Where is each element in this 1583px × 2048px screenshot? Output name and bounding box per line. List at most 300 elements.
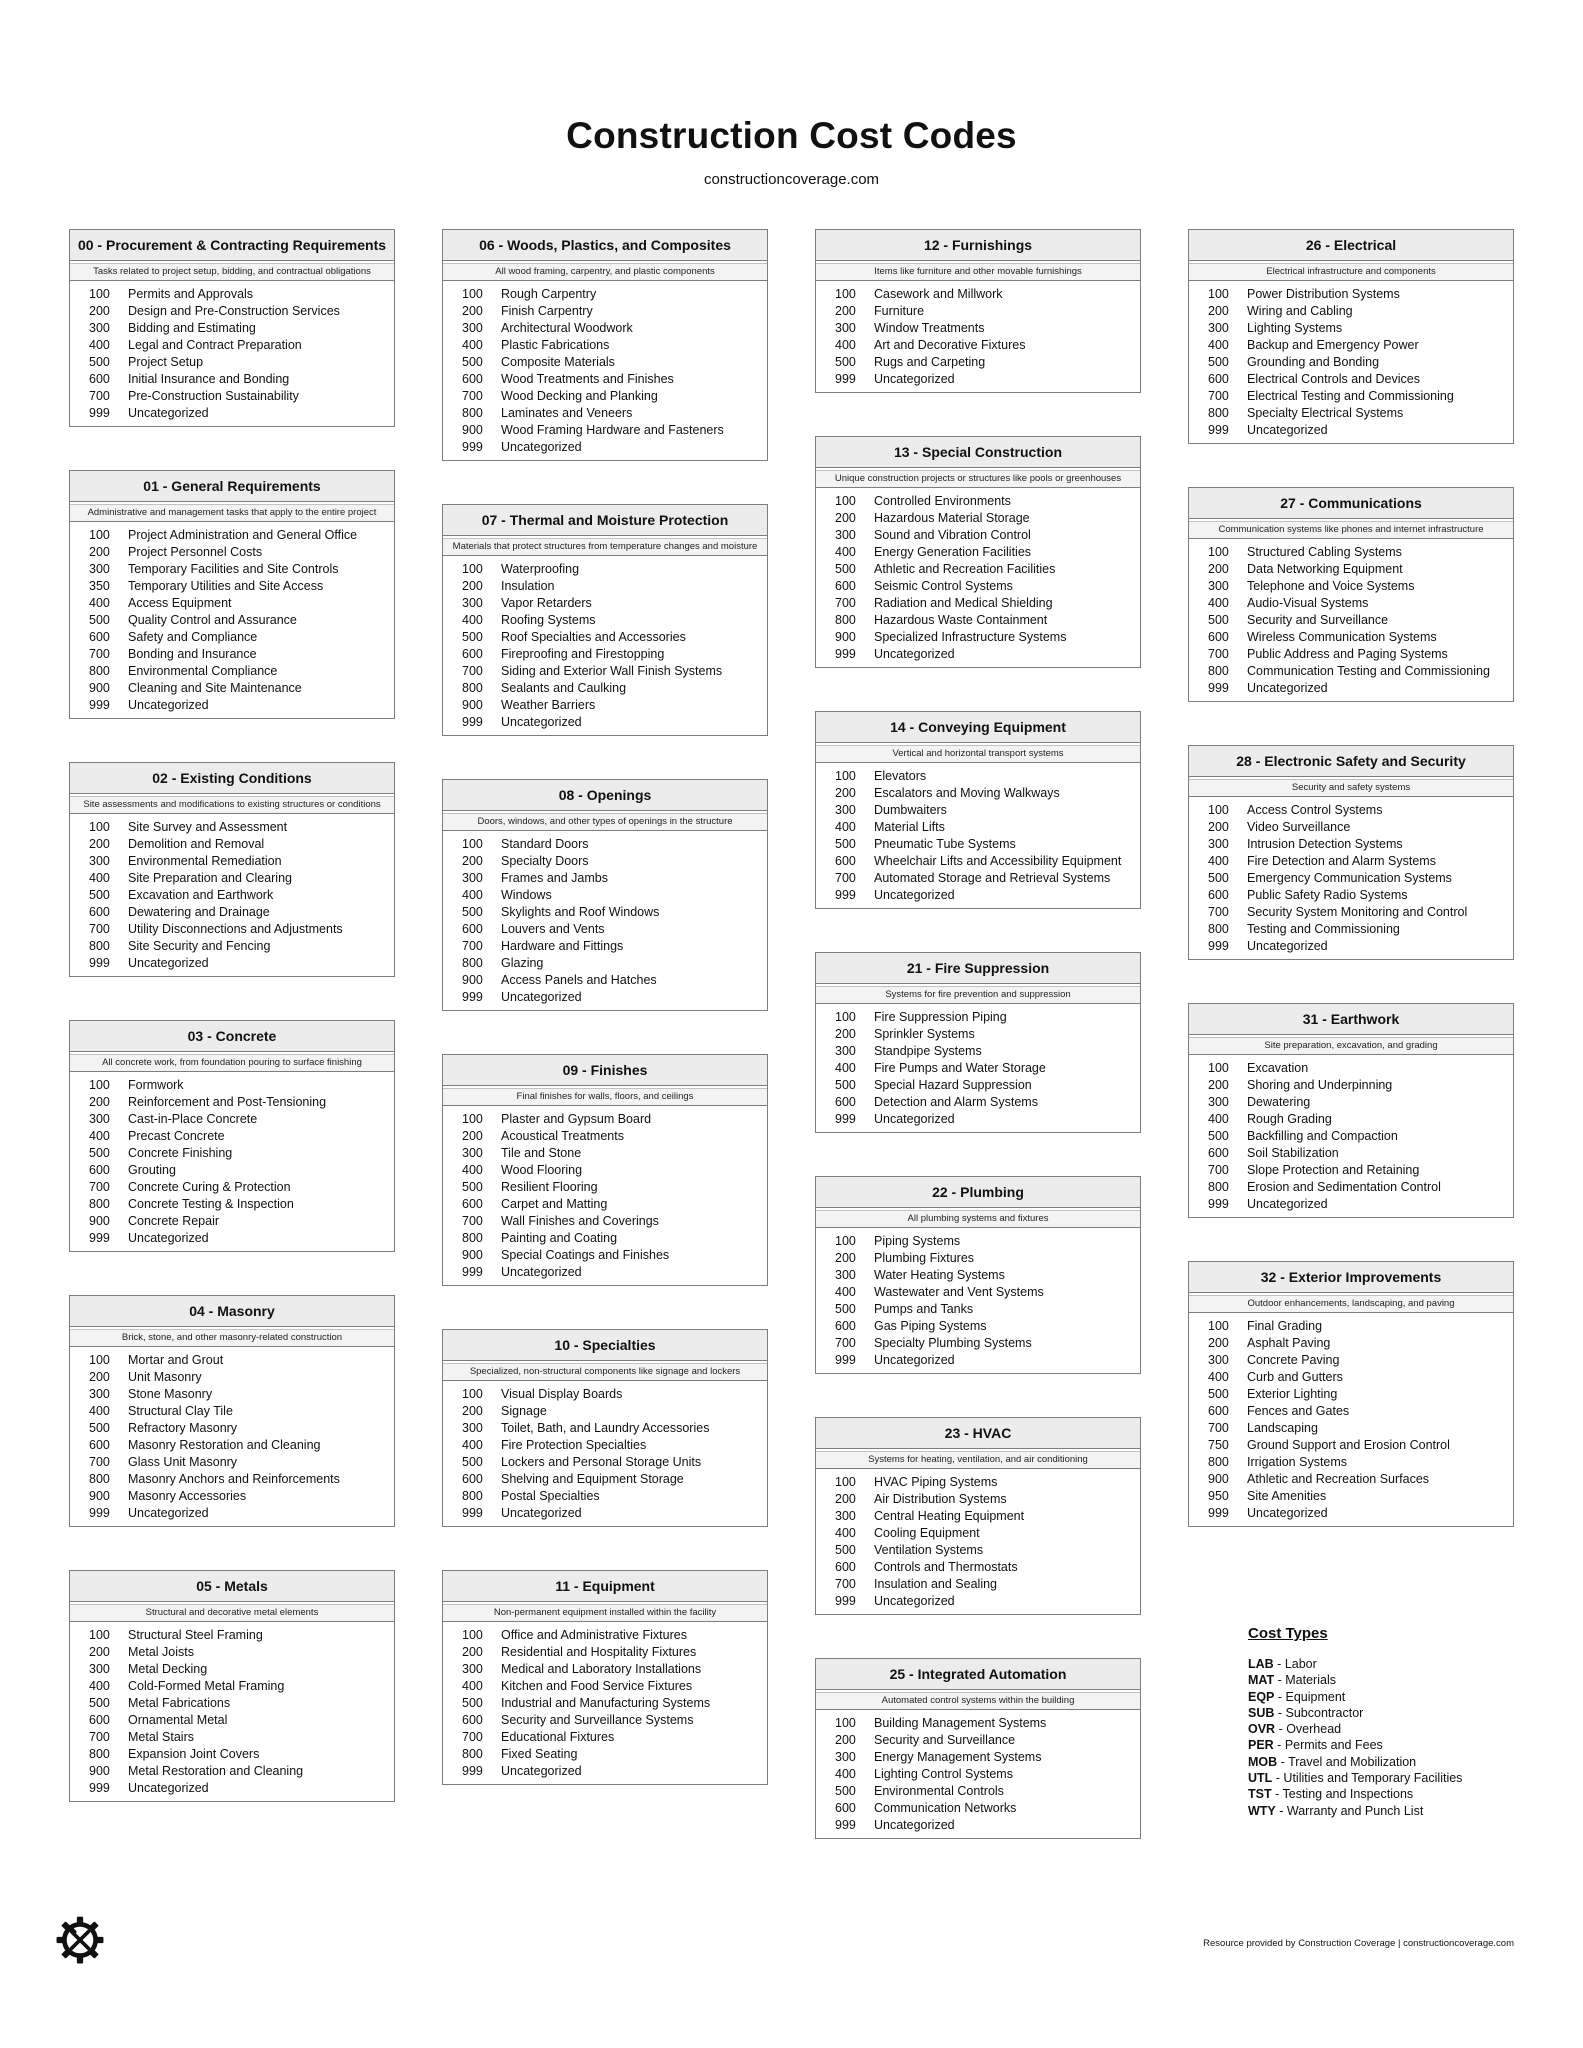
code-label: Fixed Seating (501, 1747, 578, 1761)
cost-type-label: Warranty and Punch List (1286, 1803, 1424, 1818)
code-label: Uncategorized (128, 1781, 209, 1795)
section-rows (816, 1004, 1140, 1132)
cost-code-section-21 (815, 952, 1141, 1133)
section-description: Communication systems like phones and internet infrastructure (1189, 519, 1513, 539)
code-label: Project Administration and General Office (128, 528, 358, 542)
code-label: Louvers and Vents (501, 922, 605, 936)
cost-code-row (816, 1043, 1140, 1060)
cost-code-row (70, 1746, 394, 1763)
cost-code-row (1189, 1471, 1513, 1488)
code-label: Roofing Systems (501, 613, 596, 627)
cost-code-row (443, 595, 767, 612)
section-description: Non-permanent equipment installed within the facility (443, 1602, 767, 1622)
cost-code-row (1189, 578, 1513, 595)
cost-code-row (70, 680, 394, 697)
cost-code-row (1189, 1094, 1513, 1111)
cost-code-row (443, 1678, 767, 1695)
cost-code-row (1189, 1179, 1513, 1196)
code-number: 500 (462, 1180, 483, 1194)
code-label: Access Panels and Hatches (501, 973, 657, 987)
code-label: Windows (501, 888, 552, 902)
section-rows (816, 488, 1140, 667)
cost-code-row (443, 1179, 767, 1196)
cost-code-section-07 (442, 504, 768, 736)
section-title: 02 - Existing Conditions (70, 763, 394, 794)
section-description: Specialized, non-structural components like signage and lockers (443, 1361, 767, 1381)
cost-code-section-12 (815, 229, 1141, 393)
cost-type-item (1248, 1786, 1514, 1802)
code-number: 800 (89, 1747, 110, 1761)
code-number: 500 (89, 1421, 110, 1435)
code-label: Acoustical Treatments (501, 1129, 624, 1143)
code-label: Uncategorized (128, 698, 209, 712)
code-label: Uncategorized (874, 888, 955, 902)
cost-code-row (816, 1749, 1140, 1766)
code-number: 300 (89, 321, 110, 335)
section-rows (443, 556, 767, 735)
cost-code-row (70, 1420, 394, 1437)
code-number: 600 (1208, 1404, 1229, 1418)
cost-code-row (443, 1420, 767, 1437)
section-rows (1189, 539, 1513, 701)
code-label: Uncategorized (874, 1112, 955, 1126)
code-number: 900 (462, 698, 483, 712)
code-label: Masonry Accessories (128, 1489, 247, 1503)
code-label: Concrete Repair (128, 1214, 220, 1228)
code-number: 500 (835, 1078, 856, 1092)
code-number: 600 (462, 372, 483, 386)
cost-code-row (816, 1715, 1140, 1732)
code-label: Material Lifts (874, 820, 945, 834)
cost-type-code: OVR (1248, 1722, 1276, 1737)
code-number: 700 (1208, 905, 1229, 919)
code-label: Uncategorized (501, 1506, 582, 1520)
code-number: 500 (1208, 1387, 1229, 1401)
code-number: 800 (1208, 406, 1229, 420)
code-label: Educational Fixtures (501, 1730, 615, 1744)
code-label: Grouting (128, 1163, 176, 1177)
code-label: Weather Barriers (501, 698, 596, 712)
code-number: 500 (89, 1146, 110, 1160)
cost-code-row (443, 1712, 767, 1729)
code-number: 100 (835, 1010, 856, 1024)
code-label: Fire Detection and Alarm Systems (1247, 854, 1436, 868)
cost-code-section-27 (1188, 487, 1514, 702)
code-label: Cooling Equipment (874, 1526, 980, 1540)
cost-code-row (1189, 646, 1513, 663)
code-number: 500 (835, 1543, 856, 1557)
code-number: 700 (462, 1730, 483, 1744)
code-number: 200 (462, 1404, 483, 1418)
section-rows (1189, 1313, 1513, 1526)
code-label: Slope Protection and Retaining (1247, 1163, 1420, 1177)
section-title: 25 - Integrated Automation (816, 1659, 1140, 1690)
code-number: 750 (1208, 1438, 1229, 1452)
column-3 (815, 229, 1141, 1839)
code-number: 700 (1208, 389, 1229, 403)
cost-code-row (816, 1593, 1140, 1610)
code-label: Visual Display Boards (501, 1387, 623, 1401)
cost-code-row (70, 1179, 394, 1196)
code-number: 300 (1208, 321, 1229, 335)
code-label: Erosion and Sedimentation Control (1247, 1180, 1441, 1194)
cost-code-row (70, 1145, 394, 1162)
code-label: Uncategorized (128, 1231, 209, 1245)
cost-code-row (70, 938, 394, 955)
cost-code-row (70, 1162, 394, 1179)
code-number: 600 (462, 1197, 483, 1211)
cost-code-row (443, 1111, 767, 1128)
code-number: 800 (89, 1472, 110, 1486)
code-label: Wall Finishes and Coverings (501, 1214, 659, 1228)
cost-code-row (443, 1488, 767, 1505)
code-label: Roof Specialties and Accessories (501, 630, 686, 644)
cost-code-section-09 (442, 1054, 768, 1286)
code-number: 400 (1208, 1112, 1229, 1126)
code-number: 400 (462, 613, 483, 627)
cost-type-label: Testing and Inspections (1282, 1787, 1414, 1802)
cost-code-row (816, 1766, 1140, 1783)
cost-code-row (1189, 1145, 1513, 1162)
cost-code-row (443, 1264, 767, 1281)
cost-code-row (1189, 1060, 1513, 1077)
cost-code-row (816, 493, 1140, 510)
code-label: Safety and Compliance (128, 630, 258, 644)
cost-code-row (70, 1386, 394, 1403)
code-number: 200 (89, 1645, 110, 1659)
code-number: 400 (462, 1438, 483, 1452)
code-number: 700 (835, 1336, 856, 1350)
code-label: Fire Protection Specialties (501, 1438, 647, 1452)
code-number: 500 (462, 355, 483, 369)
cost-code-row (443, 405, 767, 422)
code-number: 600 (462, 647, 483, 661)
cost-code-row (816, 1732, 1140, 1749)
code-number: 600 (835, 579, 856, 593)
cost-types-heading: Cost Types (1248, 1625, 1328, 1642)
code-number: 700 (89, 647, 110, 661)
cost-code-row (443, 1763, 767, 1780)
code-number: 200 (1208, 820, 1229, 834)
cost-code-row (1189, 544, 1513, 561)
code-number: 800 (462, 681, 483, 695)
cost-code-row (816, 802, 1140, 819)
cost-code-section-10 (442, 1329, 768, 1527)
page-title: Construction Cost Codes (566, 115, 1017, 156)
code-label: Composite Materials (501, 355, 615, 369)
code-label: Electrical Testing and Commissioning (1247, 389, 1454, 403)
cost-code-row (443, 853, 767, 870)
code-number: 300 (835, 1509, 856, 1523)
code-label: Site Security and Fencing (128, 939, 271, 953)
code-label: Communication Testing and Commissioning (1247, 664, 1490, 678)
code-number: 400 (89, 338, 110, 352)
cost-code-row (816, 561, 1140, 578)
code-number: 400 (89, 1404, 110, 1418)
code-number: 999 (462, 440, 483, 454)
section-rows (443, 1106, 767, 1285)
code-number: 600 (89, 1163, 110, 1177)
cost-code-section-32 (1188, 1261, 1514, 1527)
cost-types-list (1248, 1656, 1514, 1819)
section-description: Vertical and horizontal transport systems (816, 743, 1140, 763)
code-number: 300 (835, 1044, 856, 1058)
code-label: Sprinkler Systems (874, 1027, 975, 1041)
code-number: 200 (462, 854, 483, 868)
code-number: 200 (89, 1370, 110, 1384)
code-label: Project Setup (128, 355, 204, 369)
section-description: Tasks related to project setup, bidding, and contractual obligations (70, 261, 394, 281)
code-number: 600 (462, 1713, 483, 1727)
code-number: 300 (462, 871, 483, 885)
cost-code-row (443, 286, 767, 303)
cost-code-section-01 (69, 470, 395, 719)
code-label: Demolition and Removal (128, 837, 265, 851)
code-label: Rough Carpentry (501, 287, 597, 301)
cost-code-section-23 (815, 1417, 1141, 1615)
code-label: Structural Clay Tile (128, 1404, 233, 1418)
cost-code-row (443, 629, 767, 646)
separator: - (1273, 1657, 1285, 1671)
section-description: Systems for heating, ventilation, and air conditioning (816, 1449, 1140, 1469)
code-number: 500 (835, 1302, 856, 1316)
code-number: 400 (462, 888, 483, 902)
code-number: 500 (462, 905, 483, 919)
code-number: 400 (835, 1285, 856, 1299)
cost-code-section-00 (69, 229, 395, 427)
code-label: Testing and Commissioning (1247, 922, 1400, 936)
code-number: 200 (835, 1492, 856, 1506)
cost-code-row (1189, 1403, 1513, 1420)
cost-code-row (443, 989, 767, 1006)
cost-code-row (70, 1471, 394, 1488)
section-description: Administrative and management tasks that apply to the entire project (70, 502, 394, 522)
code-label: Finish Carpentry (501, 304, 593, 318)
cost-code-row (70, 1644, 394, 1661)
cost-type-code: WTY (1248, 1803, 1276, 1818)
footer-credit: Resource provided by Construction Coverage | constructioncoverage.com (1203, 1938, 1514, 1949)
code-label: Painting and Coating (501, 1231, 618, 1245)
cost-code-row (70, 1369, 394, 1386)
cost-code-row (443, 578, 767, 595)
code-number: 400 (89, 1129, 110, 1143)
code-number: 100 (835, 287, 856, 301)
code-number: 999 (835, 1594, 856, 1608)
cost-code-row (1189, 938, 1513, 955)
section-title: 26 - Electrical (1189, 230, 1513, 261)
code-number: 700 (89, 1180, 110, 1194)
code-label: Hardware and Fittings (501, 939, 624, 953)
cost-code-row (443, 320, 767, 337)
cost-code-row (70, 1230, 394, 1247)
cost-code-row (70, 836, 394, 853)
cost-code-row (1189, 1318, 1513, 1335)
code-label: Site Preparation and Clearing (128, 871, 292, 885)
cost-code-row (816, 544, 1140, 561)
cost-code-row (1189, 1488, 1513, 1505)
code-label: Window Treatments (874, 321, 985, 335)
code-label: Athletic and Recreation Facilities (874, 562, 1056, 576)
code-label: Audio-Visual Systems (1247, 596, 1369, 610)
cost-code-row (70, 1763, 394, 1780)
cost-code-row (443, 1386, 767, 1403)
code-number: 900 (1208, 1472, 1229, 1486)
code-label: Uncategorized (874, 1818, 955, 1832)
code-label: Metal Joists (128, 1645, 194, 1659)
code-number: 999 (1208, 1197, 1229, 1211)
section-description: Materials that protect structures from temperature changes and moisture (443, 536, 767, 556)
cost-code-row (816, 1508, 1140, 1525)
code-label: Backup and Emergency Power (1247, 338, 1419, 352)
code-number: 100 (462, 1387, 483, 1401)
code-label: Uncategorized (501, 1764, 582, 1778)
cost-code-row (443, 1644, 767, 1661)
code-label: Insulation and Sealing (874, 1577, 998, 1591)
cost-code-row (816, 286, 1140, 303)
column-2 (442, 229, 768, 1785)
code-number: 400 (1208, 596, 1229, 610)
code-number: 400 (1208, 338, 1229, 352)
code-label: Wiring and Cabling (1247, 304, 1353, 318)
code-number: 800 (1208, 922, 1229, 936)
cost-code-row (816, 836, 1140, 853)
code-number: 999 (1208, 939, 1229, 953)
code-label: Hazardous Material Storage (874, 511, 1030, 525)
separator: - (1277, 1754, 1289, 1769)
cost-code-section-08 (442, 779, 768, 1011)
cost-code-row (443, 1230, 767, 1247)
cost-code-row (443, 1213, 767, 1230)
cost-code-row (1189, 853, 1513, 870)
cost-code-section-03 (69, 1020, 395, 1252)
gear-crossed-tools-icon (57, 1917, 104, 1964)
section-description: Site preparation, excavation, and grading (1189, 1035, 1513, 1055)
code-number: 800 (462, 406, 483, 420)
section-title: 01 - General Requirements (70, 471, 394, 502)
code-label: Temporary Utilities and Site Access (128, 579, 324, 593)
code-number: 300 (835, 321, 856, 335)
section-title: 23 - HVAC (816, 1418, 1140, 1449)
code-number: 800 (1208, 1455, 1229, 1469)
code-number: 900 (462, 423, 483, 437)
code-label: Dumbwaiters (874, 803, 947, 817)
cost-code-row (70, 561, 394, 578)
code-number: 500 (89, 888, 110, 902)
section-description: Outdoor enhancements, landscaping, and paving (1189, 1293, 1513, 1313)
code-number: 300 (1208, 1095, 1229, 1109)
code-label: Exterior Lighting (1247, 1387, 1338, 1401)
code-label: Postal Specialties (501, 1489, 600, 1503)
code-number: 200 (835, 786, 856, 800)
code-label: Standpipe Systems (874, 1044, 982, 1058)
cost-code-row (443, 439, 767, 456)
section-title: 07 - Thermal and Moisture Protection (443, 505, 767, 536)
section-title: 13 - Special Construction (816, 437, 1140, 468)
cost-code-row (1189, 1128, 1513, 1145)
cost-code-row (816, 853, 1140, 870)
cost-code-row (1189, 337, 1513, 354)
code-label: Automated Storage and Retrieval Systems (874, 871, 1111, 885)
cost-code-row (816, 578, 1140, 595)
code-number: 600 (89, 905, 110, 919)
cost-code-row (70, 1729, 394, 1746)
cost-type-item (1248, 1737, 1514, 1753)
cost-code-row (443, 1661, 767, 1678)
cost-code-row (816, 371, 1140, 388)
code-label: Siding and Exterior Wall Finish Systems (501, 664, 723, 678)
code-number: 900 (462, 1248, 483, 1262)
cost-code-row (816, 1800, 1140, 1817)
cost-code-row (1189, 286, 1513, 303)
cost-type-item (1248, 1656, 1514, 1672)
code-number: 200 (462, 579, 483, 593)
code-number: 999 (89, 698, 110, 712)
code-number: 600 (1208, 630, 1229, 644)
code-number: 700 (835, 1577, 856, 1591)
cost-code-row (70, 819, 394, 836)
cost-code-row (1189, 1420, 1513, 1437)
code-number: 900 (89, 1764, 110, 1778)
code-label: Masonry Anchors and Reinforcements (128, 1472, 340, 1486)
cost-code-row (816, 785, 1140, 802)
cost-code-section-06 (442, 229, 768, 461)
code-number: 100 (1208, 545, 1229, 559)
code-label: Dewatering and Drainage (128, 905, 270, 919)
code-number: 800 (89, 1197, 110, 1211)
code-label: Structured Cabling Systems (1247, 545, 1402, 559)
cost-type-item (1248, 1803, 1514, 1819)
code-label: Ground Support and Erosion Control (1247, 1438, 1450, 1452)
code-label: Security and Surveillance Systems (501, 1713, 694, 1727)
code-number: 700 (1208, 1421, 1229, 1435)
cost-code-row (443, 371, 767, 388)
section-description: All concrete work, from foundation pouring to surface finishing (70, 1052, 394, 1072)
code-number: 600 (462, 922, 483, 936)
code-number: 500 (462, 1455, 483, 1469)
code-number: 999 (835, 372, 856, 386)
code-label: Initial Insurance and Bonding (128, 372, 290, 386)
code-label: Data Networking Equipment (1247, 562, 1403, 576)
section-rows (443, 1622, 767, 1784)
cost-code-row (1189, 663, 1513, 680)
cost-code-row (816, 1318, 1140, 1335)
code-label: Site Survey and Assessment (128, 820, 288, 834)
code-number: 500 (89, 613, 110, 627)
code-number: 800 (1208, 1180, 1229, 1194)
code-label: Uncategorized (874, 372, 955, 386)
cost-code-row (70, 320, 394, 337)
code-label: Public Address and Paging Systems (1247, 647, 1448, 661)
section-rows (70, 814, 394, 976)
code-label: Lighting Control Systems (874, 1767, 1013, 1781)
cost-code-row (816, 1284, 1140, 1301)
cost-code-row (443, 955, 767, 972)
code-label: Elevators (874, 769, 927, 783)
code-number: 999 (835, 888, 856, 902)
code-label: Excavation (1247, 1061, 1309, 1075)
section-description: Final finishes for walls, floors, and ceilings (443, 1086, 767, 1106)
code-number: 300 (1208, 1353, 1229, 1367)
code-label: Glazing (501, 956, 544, 970)
site-subtitle: constructioncoverage.com (703, 171, 880, 188)
cost-code-row (70, 1111, 394, 1128)
cost-code-row (1189, 612, 1513, 629)
cost-type-label: Equipment (1285, 1689, 1346, 1704)
section-rows (70, 1622, 394, 1801)
cost-code-row (443, 1162, 767, 1179)
code-number: 700 (462, 1214, 483, 1228)
code-label: Plumbing Fixtures (874, 1251, 975, 1265)
